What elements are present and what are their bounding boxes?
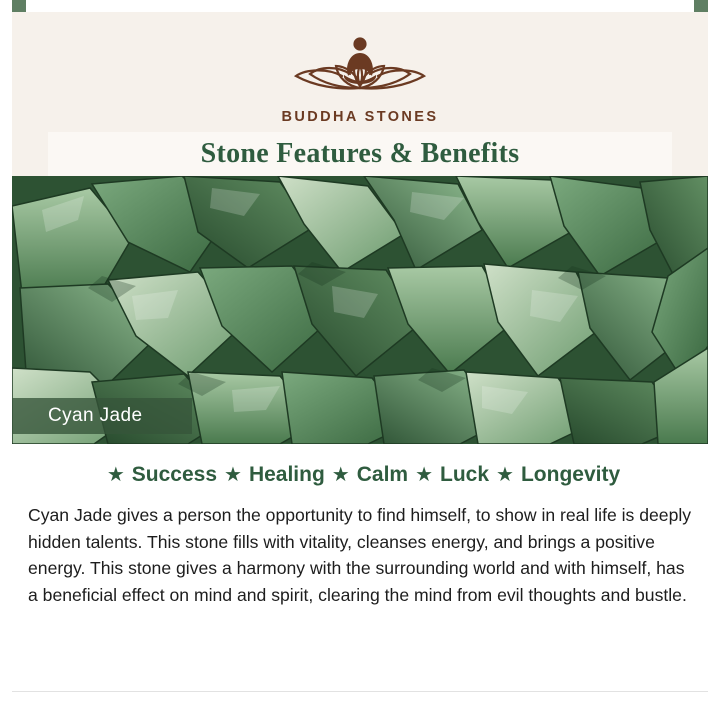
page-edge-bottom [0,708,720,720]
lotus-buddha-icon [12,28,708,105]
benefit-item: Calm [356,463,409,486]
brand-name: BUDDHA STONES [281,109,439,125]
description-text: Cyan Jade gives a person the opportunity to find himself, to show in real life is deeply hidden talents. This stone fills with vitality, cleanses energy, and brings a positive energy. This stone gives a harmony with the surrounding world and with himself, has a beneficial effect on mind and spirit, clearing the mind from evil thoughts and bustle. [28,505,692,606]
benefit-item: Success [131,463,217,486]
star-icon: ★ [496,464,514,486]
star-icon: ★ [415,464,434,486]
benefit-item: Longevity [520,463,621,486]
page-edge-right [708,0,720,720]
star-icon: ★ [224,464,242,486]
header-panel [12,12,708,180]
star-icon: ★ [331,464,350,486]
page-edge-left [0,0,12,720]
benefit-item: Healing [248,463,325,486]
star-icon: ★ [106,464,125,486]
benefit-item: Luck [440,463,490,486]
photo-caption: Cyan Jade [12,398,192,434]
benefits-row [12,452,708,498]
brand-logo-block [12,28,708,125]
title-bar [48,132,672,176]
bottom-divider [12,691,708,692]
stone-photo [12,176,708,444]
page-title: Stone Features & Benefits [200,138,520,169]
